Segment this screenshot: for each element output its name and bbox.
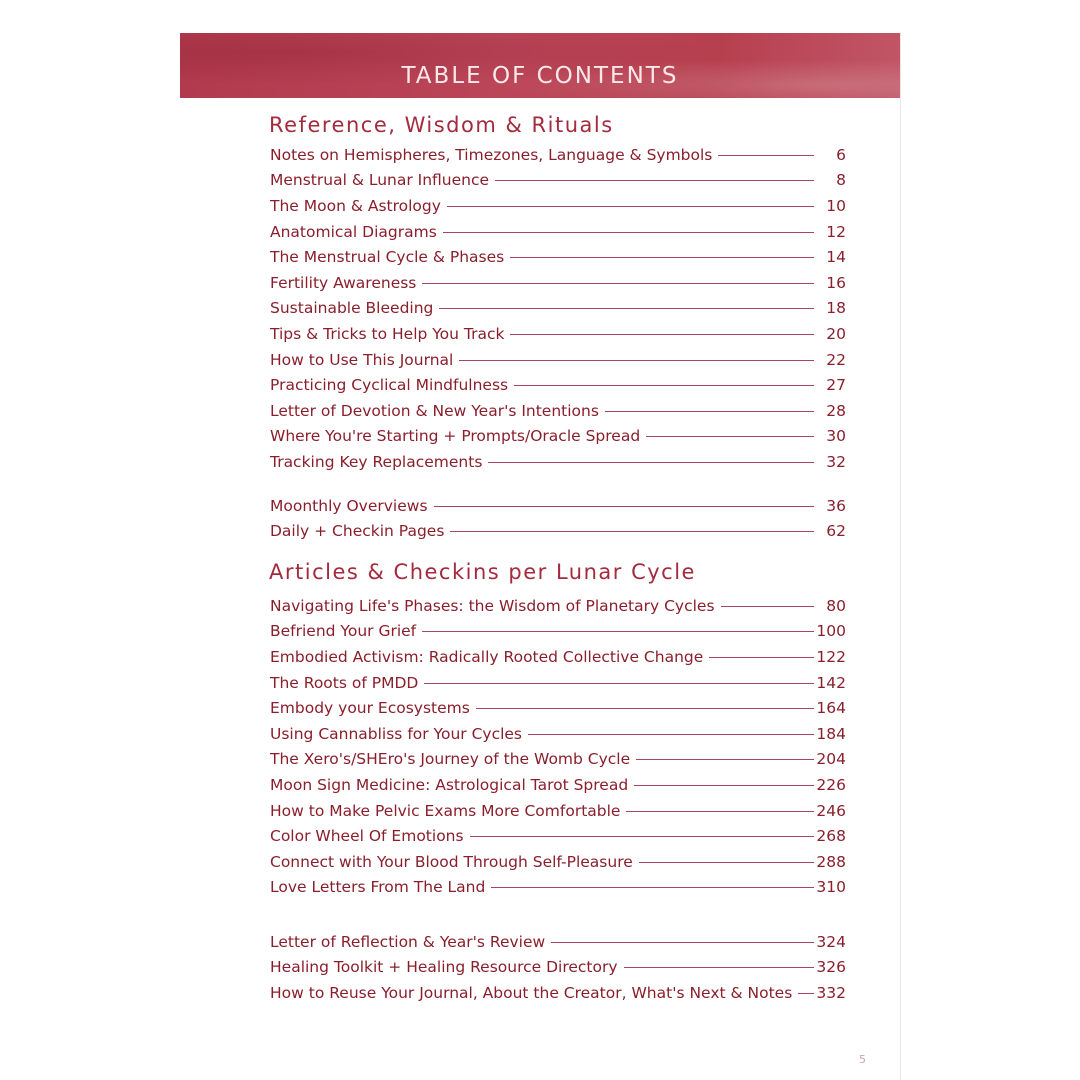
toc-entry[interactable] [270, 372, 846, 398]
toc-entry[interactable] [270, 321, 846, 347]
toc-leader-line [624, 967, 814, 968]
toc-entry[interactable] [270, 980, 846, 1006]
toc-leader-line [798, 993, 814, 994]
toc-entry-title: Sustainable Bleeding [270, 299, 434, 318]
toc-entry-title: How to Reuse Your Journal, About the Creator, What's Next & Notes [270, 983, 793, 1002]
toc-entry[interactable] [270, 347, 846, 373]
toc-entry-page: 204 [816, 750, 846, 769]
toc-entry-title: Notes on Hemispheres, Timezones, Language & Symbols [270, 145, 713, 164]
toc-entry-page: 310 [816, 878, 846, 897]
toc-entry[interactable] [270, 168, 846, 194]
toc-leader-line [439, 308, 814, 309]
toc-entry[interactable] [270, 219, 846, 245]
toc-entry-page: 28 [826, 401, 846, 420]
toc-entry[interactable] [270, 747, 846, 773]
toc-entry-page: 22 [826, 350, 846, 369]
toc-entry[interactable] [270, 798, 846, 824]
toc-leader-line [605, 411, 814, 412]
toc-leader-line [422, 283, 814, 284]
toc-entry-page: 326 [816, 958, 846, 977]
toc-entry-title: Love Letters From The Land [270, 878, 486, 897]
toc-leader-line [634, 785, 814, 786]
toc-leader-line [450, 531, 814, 532]
toc-leader-line [434, 506, 814, 507]
toc-entry[interactable] [270, 619, 846, 645]
toc-entry-title: Letter of Reflection & Year's Review [270, 932, 546, 951]
toc-entry-title: How to Use This Journal [270, 350, 454, 369]
header-banner [180, 33, 900, 98]
toc-entry-page: 164 [816, 699, 846, 718]
toc-entry[interactable] [270, 398, 846, 424]
toc-entry[interactable] [270, 772, 846, 798]
toc-entry[interactable] [270, 670, 846, 696]
toc-entry-title: Practicing Cyclical Mindfulness [270, 376, 509, 395]
toc-entry-page: 100 [816, 622, 846, 641]
toc-entry[interactable] [270, 244, 846, 270]
toc-entry-page: 32 [826, 452, 846, 471]
toc-entry[interactable] [270, 721, 846, 747]
toc-entry-title: Where You're Starting + Prompts/Oracle Spread [270, 427, 641, 446]
toc-list-reference [270, 142, 846, 475]
section-title-articles: Articles & Checkins per Lunar Cycle [269, 560, 696, 584]
toc-entry-title: Letter of Devotion & New Year's Intentions [270, 401, 599, 420]
toc-entry-title: Healing Toolkit + Healing Resource Directory [270, 958, 618, 977]
toc-entry-page: 16 [826, 273, 846, 292]
toc-entry[interactable] [270, 929, 846, 955]
toc-entry[interactable] [270, 849, 846, 875]
toc-entry[interactable] [270, 424, 846, 450]
toc-entry-page: 6 [836, 145, 846, 164]
toc-leader-line [488, 462, 814, 463]
toc-entry-page: 268 [816, 827, 846, 846]
toc-list-articles [270, 593, 846, 900]
toc-entry-title: Tips & Tricks to Help You Track [270, 324, 505, 343]
toc-leader-line [510, 257, 814, 258]
toc-entry-page: 12 [826, 222, 846, 241]
toc-entry-title: Fertility Awareness [270, 273, 417, 292]
toc-entry-title: Using Cannabliss for Your Cycles [270, 724, 523, 743]
toc-entry-title: Moonthly Overviews [270, 496, 428, 515]
toc-leader-line [514, 385, 814, 386]
toc-entry-page: 27 [826, 376, 846, 395]
toc-entry[interactable] [270, 270, 846, 296]
toc-entry[interactable] [270, 519, 846, 545]
toc-entry-page: 36 [826, 496, 846, 515]
toc-entry-page: 246 [816, 801, 846, 820]
toc-leader-line [626, 811, 814, 812]
toc-leader-line [510, 334, 814, 335]
toc-entry-title: Embody your Ecosystems [270, 699, 470, 718]
toc-leader-line [491, 887, 814, 888]
toc-leader-line [476, 708, 814, 709]
toc-entry-page: 288 [816, 852, 846, 871]
toc-entry[interactable] [270, 875, 846, 901]
toc-entry-page: 332 [816, 983, 846, 1002]
toc-entry-title: Befriend Your Grief [270, 622, 417, 641]
toc-list-closing [270, 929, 846, 1006]
toc-entry[interactable] [270, 823, 846, 849]
toc-entry-page: 8 [836, 171, 846, 190]
page-number: 5 [859, 1053, 866, 1066]
toc-leader-line [495, 180, 814, 181]
toc-entry-title: How to Make Pelvic Exams More Comfortable [270, 801, 621, 820]
toc-entry-title: Embodied Activism: Radically Rooted Collective Change [270, 647, 704, 666]
toc-leader-line [551, 942, 814, 943]
toc-leader-line [636, 759, 814, 760]
toc-entry[interactable] [270, 193, 846, 219]
toc-entry-page: 226 [816, 775, 846, 794]
toc-entry-title: Moon Sign Medicine: Astrological Tarot Spread [270, 775, 629, 794]
toc-entry-title: Connect with Your Blood Through Self-Pleasure [270, 852, 633, 871]
toc-leader-line [528, 734, 814, 735]
toc-leader-line [709, 657, 814, 658]
toc-entry-page: 30 [826, 427, 846, 446]
toc-entry-page: 18 [826, 299, 846, 318]
toc-entry-page: 184 [816, 724, 846, 743]
toc-leader-line [443, 232, 814, 233]
toc-entry-title: Daily + Checkin Pages [270, 522, 445, 541]
toc-leader-line [718, 155, 814, 156]
toc-entry-title: The Moon & Astrology [270, 196, 441, 215]
toc-leader-line [646, 436, 814, 437]
toc-entry-title: The Menstrual Cycle & Phases [270, 248, 505, 267]
toc-entry[interactable] [270, 644, 846, 670]
toc-entry-page: 10 [826, 196, 846, 215]
toc-entry[interactable] [270, 296, 846, 322]
section-title-reference: Reference, Wisdom & Rituals [269, 113, 614, 137]
toc-leader-line [459, 360, 814, 361]
toc-leader-line [447, 206, 814, 207]
toc-entry-title: Menstrual & Lunar Influence [270, 171, 490, 190]
toc-entry-title: The Xero's/SHEro's Journey of the Womb Cycle [270, 750, 631, 769]
toc-entry-title: The Roots of PMDD [270, 673, 419, 692]
toc-entry[interactable] [270, 493, 846, 519]
document-page [180, 33, 901, 1080]
toc-entry[interactable] [270, 593, 846, 619]
toc-list-overviews [270, 493, 846, 544]
toc-leader-line [470, 836, 814, 837]
toc-entry-title: Color Wheel Of Emotions [270, 827, 464, 846]
toc-entry-page: 80 [826, 596, 846, 615]
toc-entry[interactable] [270, 955, 846, 981]
toc-entry[interactable] [270, 142, 846, 168]
toc-leader-line [422, 631, 814, 632]
toc-entry-page: 142 [816, 673, 846, 692]
toc-entry-title: Tracking Key Replacements [270, 452, 483, 471]
toc-entry-page: 20 [826, 324, 846, 343]
toc-entry-title: Anatomical Diagrams [270, 222, 437, 241]
toc-leader-line [424, 683, 814, 684]
toc-entry-title: Navigating Life's Phases: the Wisdom of Planetary Cycles [270, 596, 715, 615]
toc-entry-page: 62 [826, 522, 846, 541]
toc-entry[interactable] [270, 695, 846, 721]
toc-entry[interactable] [270, 449, 846, 475]
toc-entry-page: 324 [816, 932, 846, 951]
toc-leader-line [721, 606, 814, 607]
toc-entry-page: 122 [816, 647, 846, 666]
page-title: TABLE OF CONTENTS [401, 63, 679, 89]
toc-leader-line [639, 862, 814, 863]
toc-entry-page: 14 [826, 248, 846, 267]
